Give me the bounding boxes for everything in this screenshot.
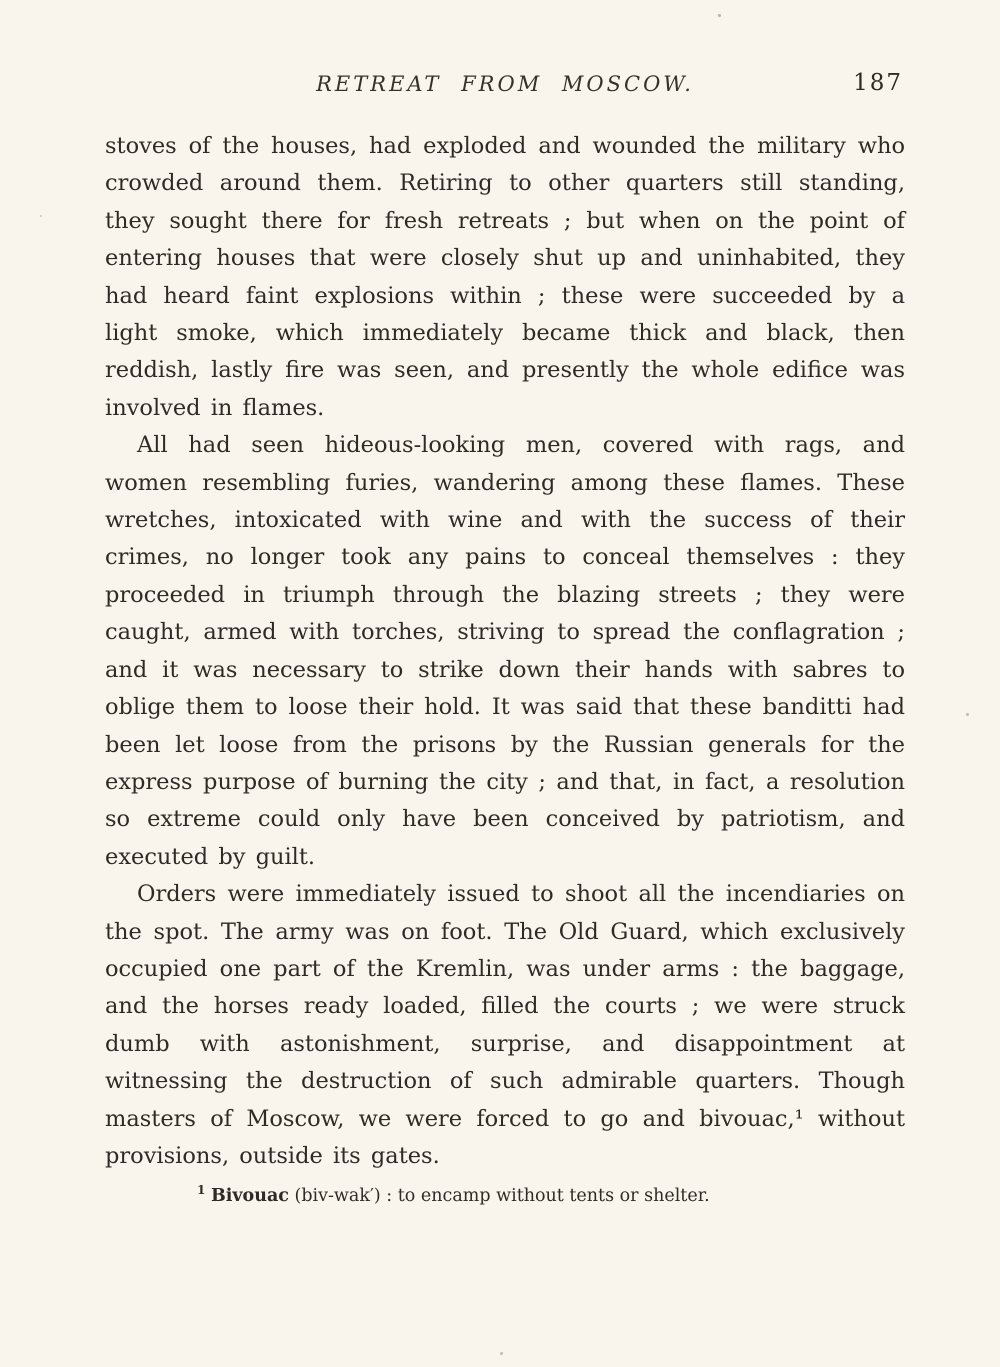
footnote-marker: 1 — [197, 1183, 206, 1198]
book-page — [105, 72, 905, 1208]
paragraph-continuation: stoves of the houses, had exploded and wounded the military who crowded around them. Retiring to other quarters still standing, they sought there for fresh retreats ; but when on the point of entering houses that were closely shut up and uninhabited, they had heard faint explosions within ; these were succeeded by a light smoke, which immediately became thick and black, then reddish, lastly fire was seen, and presently the whole edifice was involved in flames. — [105, 133, 905, 421]
footnote — [105, 1184, 905, 1208]
running-title: RETREAT FROM MOSCOW. — [316, 72, 694, 96]
scan-speck — [40, 215, 42, 217]
footnote-text: (biv-wak′) : to encamp without tents or shelter. — [288, 1186, 710, 1207]
paragraph: All had seen hideous-looking men, covered with rags, and women resembling furies, wandering among these flames. These wretches, intoxicated with wine and with the success of their crimes, no longer took any pains to conceal themselves : they proceeded in triumph through the blazing streets ; they were caught, armed with torches, striving to spread the conflagration ; and it was necessary to strike down their hands with sabres to oblige them to loose their hold. It was said that these banditti had been let loose from the prisons by the Russian generals for the express purpose of burning the city ; and that, in fact, a resolution so extreme could only have been conceived by patriotism, and executed by guilt. — [105, 432, 905, 870]
paragraph: Orders were immediately issued to shoot all the incendiaries on the spot. The army was on foot. The Old Guard, which exclusively occupied one part of the Kremlin, was under arms : the baggage, and the horses ready loaded, filled the courts ; we were struck dumb with astonishment, surprise, and disappointment at witnessing the destruction of such admirable quarters. Though masters of Moscow, we were forced to go and bivouac,¹ without provisions, outside its gates. — [105, 881, 905, 1169]
scan-speck — [966, 713, 969, 716]
page-header — [105, 72, 905, 106]
page-body — [105, 128, 905, 1175]
scan-speck — [500, 1352, 503, 1355]
scan-speck — [718, 14, 721, 17]
footnote-term: Bivouac — [210, 1186, 289, 1207]
page-number: 187 — [853, 70, 903, 96]
